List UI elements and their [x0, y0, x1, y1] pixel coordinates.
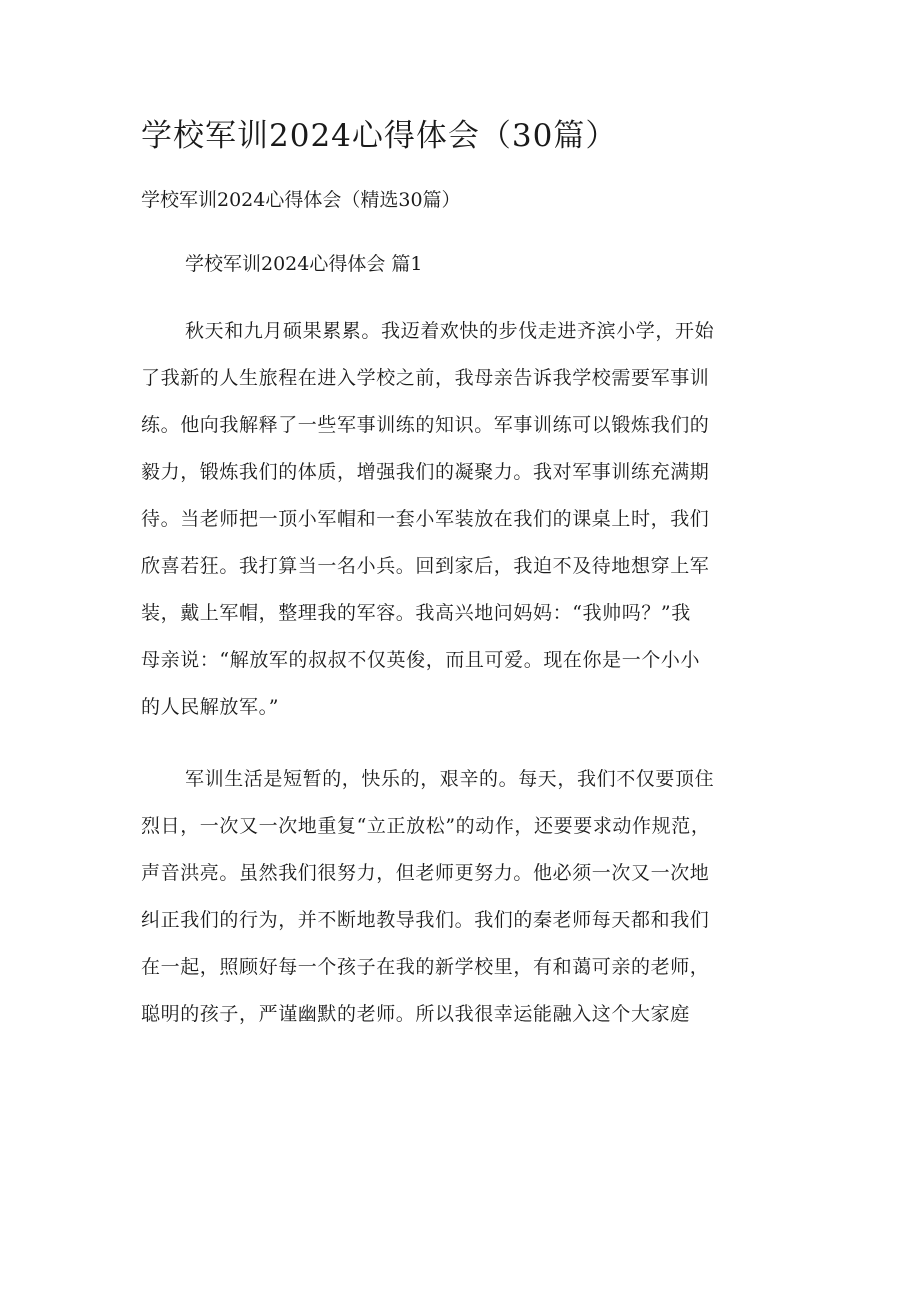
paragraph-line: 军训生活是短暂的，快乐的，艰辛的。每天，我们不仅要顶住: [185, 768, 715, 790]
paragraph-line: 纠正我们的行为，并不断地教导我们。我们的秦老师每天都和我们: [141, 909, 710, 931]
paragraph-line: 了我新的人生旅程在进入学校之前，我母亲告诉我学校需要军事训: [141, 367, 710, 389]
paragraph-line: 毅力，锻炼我们的体质，增强我们的凝聚力。我对军事训练充满期: [141, 461, 710, 483]
paragraph-line: 欣喜若狂。我打算当一名小兵。回到家后，我迫不及待地想穿上军: [141, 555, 710, 577]
paragraph-2: [141, 756, 801, 1038]
paragraph-line: 的人民解放军。”: [141, 696, 280, 718]
paragraph-line: 母亲说：“解放军的叔叔不仅英俊，而且可爱。现在你是一个小小: [141, 649, 701, 671]
document-title: 学校军训2024心得体会（30篇）: [141, 118, 618, 154]
paragraph-line: 在一起，照顾好每一个孩子在我的新学校里，有和蔼可亲的老师，: [141, 956, 710, 978]
paragraph-line: 待。当老师把一顶小军帽和一套小军装放在我们的课桌上时，我们: [141, 508, 710, 530]
paragraph-line: 装，戴上军帽，整理我的军容。我高兴地问妈妈：“我帅吗？”我: [141, 602, 691, 624]
paragraph-line: 烈日，一次又一次地重复“立正放松”的动作，还要要求动作规范，: [141, 815, 711, 837]
paragraph-line: 聪明的孩子，严谨幽默的老师。所以我很幸运能融入这个大家庭: [141, 1003, 690, 1025]
paragraph-1: [141, 308, 801, 731]
section-heading: 学校军训2024心得体会 篇1: [185, 253, 423, 275]
paragraph-line: 声音洪亮。虽然我们很努力，但老师更努力。他必须一次又一次地: [141, 862, 710, 884]
paragraph-line: 秋天和九月硕果累累。我迈着欢快的步伐走进齐滨小学，开始: [185, 320, 715, 342]
document-subtitle: 学校军训2024心得体会（精选30篇）: [141, 189, 461, 211]
paragraph-line: 练。他向我解释了一些军事训练的知识。军事训练可以锻炼我们的: [141, 414, 710, 436]
